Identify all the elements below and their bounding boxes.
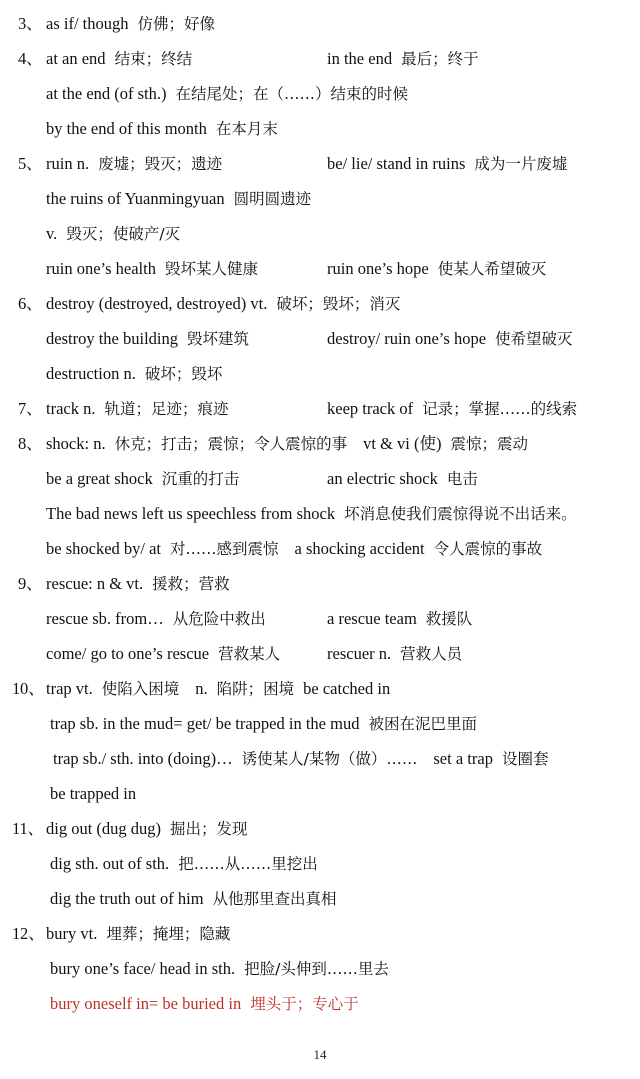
line-left-column: [46, 286, 400, 322]
line-left-column: [46, 671, 390, 707]
chinese-gloss: 毁灭；使破产/灭: [66, 225, 181, 243]
chinese-gloss: 从他那里查出真相: [212, 890, 337, 908]
english-term: trap vt.: [46, 679, 93, 698]
chinese-gloss: 结束；终结: [114, 50, 193, 68]
line-left-column: [46, 461, 239, 497]
line-right-column: [327, 146, 567, 182]
chinese-gloss: 废墟；毁灭；遗迹: [98, 155, 223, 173]
entry-line: [0, 356, 640, 391]
chinese-gloss: 记录；掌握……的线索: [422, 400, 578, 418]
english-term: track n.: [46, 399, 96, 418]
line-right-column: [327, 41, 479, 77]
english-term: keep track of: [327, 399, 414, 418]
chinese-gloss: 对……感到震惊: [170, 540, 279, 558]
vocabulary-entry: [0, 286, 640, 391]
chinese-gloss: 从危险中救出: [172, 610, 266, 628]
entry-number: 8、: [18, 434, 43, 453]
chinese-gloss: 仿佛；好像: [137, 15, 216, 33]
entry-line: [0, 881, 640, 916]
english-term: come/ go to one’s rescue: [46, 644, 210, 663]
line-left-column: [50, 846, 318, 882]
chinese-gloss: 震惊；震动: [450, 435, 528, 453]
entry-line: [0, 671, 640, 706]
entry-line: [0, 951, 640, 986]
line-left-column: [46, 41, 192, 77]
line-left-column: [46, 111, 278, 147]
line-left-column: [46, 601, 266, 637]
english-term: a shocking accident: [294, 539, 425, 558]
chinese-gloss: 在本月末: [215, 120, 278, 138]
entry-line: [0, 181, 640, 216]
entry-line: [0, 986, 640, 1021]
vocabulary-notes-list: [0, 4, 640, 1021]
chinese-gloss: 使希望破灭: [495, 330, 573, 348]
entry-line: [0, 776, 640, 811]
vocabulary-entry: [0, 916, 640, 1021]
chinese-gloss: 援救；营救: [152, 575, 230, 593]
english-term: as if/ though: [46, 14, 129, 33]
english-term: vt & vi (使): [363, 434, 442, 453]
english-term: dig out (dug dug): [46, 819, 162, 838]
line-left-column: [50, 881, 337, 917]
english-term: destroy (destroyed, destroyed) vt.: [46, 294, 268, 313]
chinese-gloss: 把……从……里挖出: [178, 855, 318, 873]
vocabulary-entry: [0, 811, 640, 916]
entry-line: [0, 76, 640, 111]
line-left-column: [46, 321, 249, 357]
entry-line: [0, 146, 640, 181]
english-term: be/ lie/ stand in ruins: [327, 154, 466, 173]
line-left-column: [46, 76, 408, 112]
line-left-column: [50, 706, 477, 742]
entry-line: [0, 216, 640, 251]
english-term: destroy the building: [46, 329, 178, 348]
chinese-gloss: 被困在泥巴里面: [368, 715, 477, 733]
chinese-gloss: 破坏；毁坏: [144, 365, 223, 383]
entry-line: [0, 286, 640, 321]
chinese-gloss: 埋葬；掩埋；隐藏: [106, 925, 231, 943]
vocabulary-entry: [0, 566, 640, 671]
chinese-gloss: 毁坏建筑: [186, 330, 249, 348]
english-term: rescuer n.: [327, 644, 392, 663]
entry-number: 11、: [12, 819, 44, 838]
line-left-column: [46, 181, 311, 217]
entry-line: [0, 391, 640, 426]
line-left-column: [46, 356, 222, 392]
line-left-column: [46, 811, 248, 847]
english-term: a rescue team: [327, 609, 417, 628]
english-term: dig sth. out of sth.: [50, 854, 170, 873]
entry-line: [0, 496, 640, 531]
english-term: bury one’s face/ head in sth.: [50, 959, 236, 978]
entry-line: [0, 706, 640, 741]
english-term: destroy/ ruin one’s hope: [327, 329, 487, 348]
chinese-gloss: 坏消息使我们震惊得说不出话来。: [344, 505, 577, 523]
vocabulary-entry: [0, 671, 640, 811]
english-term: set a trap: [433, 749, 493, 768]
english-term: rescue sb. from…: [46, 609, 164, 628]
chinese-gloss: 诱使某人/某物（做）……: [241, 750, 418, 768]
chinese-gloss: 把脸/头伸到……里去: [244, 960, 389, 978]
entry-line: [0, 461, 640, 496]
english-term: be trapped in: [50, 784, 137, 803]
chinese-gloss: 电击: [446, 470, 478, 488]
entry-number: 4、: [18, 49, 43, 68]
entry-line: [0, 601, 640, 636]
chinese-gloss: 营救某人: [218, 645, 281, 663]
english-term: n.: [195, 679, 208, 698]
english-term: The bad news left us speechless from shock: [46, 504, 336, 523]
chinese-gloss: 救援队: [425, 610, 473, 628]
english-term: bury oneself in= be buried in: [50, 994, 242, 1013]
vocabulary-entry: [0, 426, 640, 566]
chinese-gloss: 令人震惊的事故: [433, 540, 543, 558]
entry-number: 7、: [18, 399, 43, 418]
chinese-gloss: 掘出；发现: [170, 820, 248, 838]
line-left-column: [46, 6, 215, 42]
chinese-gloss: 使陷入困境: [101, 680, 180, 698]
entry-line: [0, 916, 640, 951]
english-term: by the end of this month: [46, 119, 207, 138]
english-term: rescue: n & vt.: [46, 574, 144, 593]
entry-number: 9、: [18, 574, 43, 593]
english-term: an electric shock: [327, 469, 438, 488]
english-term: trap sb./ sth. into (doing)…: [53, 749, 233, 768]
english-term: v.: [46, 224, 58, 243]
chinese-gloss: 使某人希望破灭: [437, 260, 547, 278]
entry-line: [0, 111, 640, 146]
entry-number: 10、: [12, 679, 45, 698]
chinese-gloss: 毁坏某人健康: [164, 260, 258, 278]
chinese-gloss: 营救人员: [400, 645, 463, 663]
entry-number: 12、: [12, 924, 45, 943]
line-left-column: [46, 391, 229, 427]
english-term: ruin n.: [46, 154, 90, 173]
english-term: destruction n.: [46, 364, 136, 383]
line-left-column: [46, 496, 577, 532]
entry-line: [0, 811, 640, 846]
entry-line: [0, 426, 640, 461]
vocabulary-entry: [0, 6, 640, 41]
line-left-column: [46, 636, 280, 672]
entry-number: 5、: [18, 154, 43, 173]
chinese-gloss: 破坏；毁坏；消灭: [276, 295, 401, 313]
chinese-gloss: 休克；打击；震惊；令人震惊的事: [114, 435, 348, 453]
chinese-gloss: 在结尾处；在（……）结束的时候: [175, 85, 409, 103]
line-left-column: [50, 951, 389, 987]
entry-line: [0, 41, 640, 76]
line-right-column: [327, 321, 573, 357]
entry-line: [0, 566, 640, 601]
chinese-gloss: 陷阱；困境: [216, 680, 295, 698]
line-right-column: [327, 601, 472, 637]
english-term: at the end (of sth.): [46, 84, 167, 103]
line-left-column: [46, 531, 542, 567]
english-term: shock: n.: [46, 434, 106, 453]
line-left-column: [50, 776, 136, 811]
line-right-column: [327, 636, 462, 672]
entry-line: [0, 321, 640, 356]
english-term: dig the truth out of him: [50, 889, 204, 908]
entry-line: [0, 251, 640, 286]
line-left-column: [46, 251, 258, 287]
line-left-column: [46, 566, 230, 602]
line-left-column: [46, 916, 230, 952]
english-term: ruin one’s hope: [327, 259, 429, 278]
english-term: be catched in: [303, 679, 391, 698]
chinese-gloss: 轨道；足迹；痕迹: [104, 400, 229, 418]
chinese-gloss: 圆明圆遗迹: [233, 190, 312, 208]
entry-line: [0, 6, 640, 41]
english-term: in the end: [327, 49, 393, 68]
entry-line: [0, 531, 640, 566]
line-right-column: [327, 461, 478, 497]
line-right-column: [327, 391, 577, 427]
english-term: be a great shock: [46, 469, 153, 488]
line-left-column: [46, 426, 528, 462]
english-term: trap sb. in the mud= get/ be trapped in the mud: [50, 714, 360, 733]
entry-line: [0, 741, 640, 776]
chinese-gloss: 最后；终于: [401, 50, 479, 68]
english-term: the ruins of Yuanmingyuan: [46, 189, 225, 208]
vocabulary-entry: [0, 391, 640, 426]
english-term: bury vt.: [46, 924, 98, 943]
chinese-gloss: 设圈套: [501, 750, 549, 768]
english-term: at an end: [46, 49, 106, 68]
line-left-column: [50, 986, 359, 1022]
chinese-gloss: 埋头于；专心于: [250, 995, 359, 1013]
entry-number: 6、: [18, 294, 43, 313]
vocabulary-entry: [0, 146, 640, 286]
entry-line: [0, 636, 640, 671]
line-right-column: [327, 251, 546, 287]
entry-line: [0, 846, 640, 881]
english-term: ruin one’s health: [46, 259, 156, 278]
page-number: 14: [313, 1047, 327, 1062]
chinese-gloss: 沉重的打击: [161, 470, 240, 488]
entry-number: 3、: [18, 14, 43, 33]
vocabulary-entry: [0, 41, 640, 146]
line-left-column: [53, 741, 548, 777]
chinese-gloss: 成为一片废墟: [474, 155, 568, 173]
line-left-column: [46, 146, 222, 182]
english-term: be shocked by/ at: [46, 539, 162, 558]
line-left-column: [46, 216, 180, 252]
